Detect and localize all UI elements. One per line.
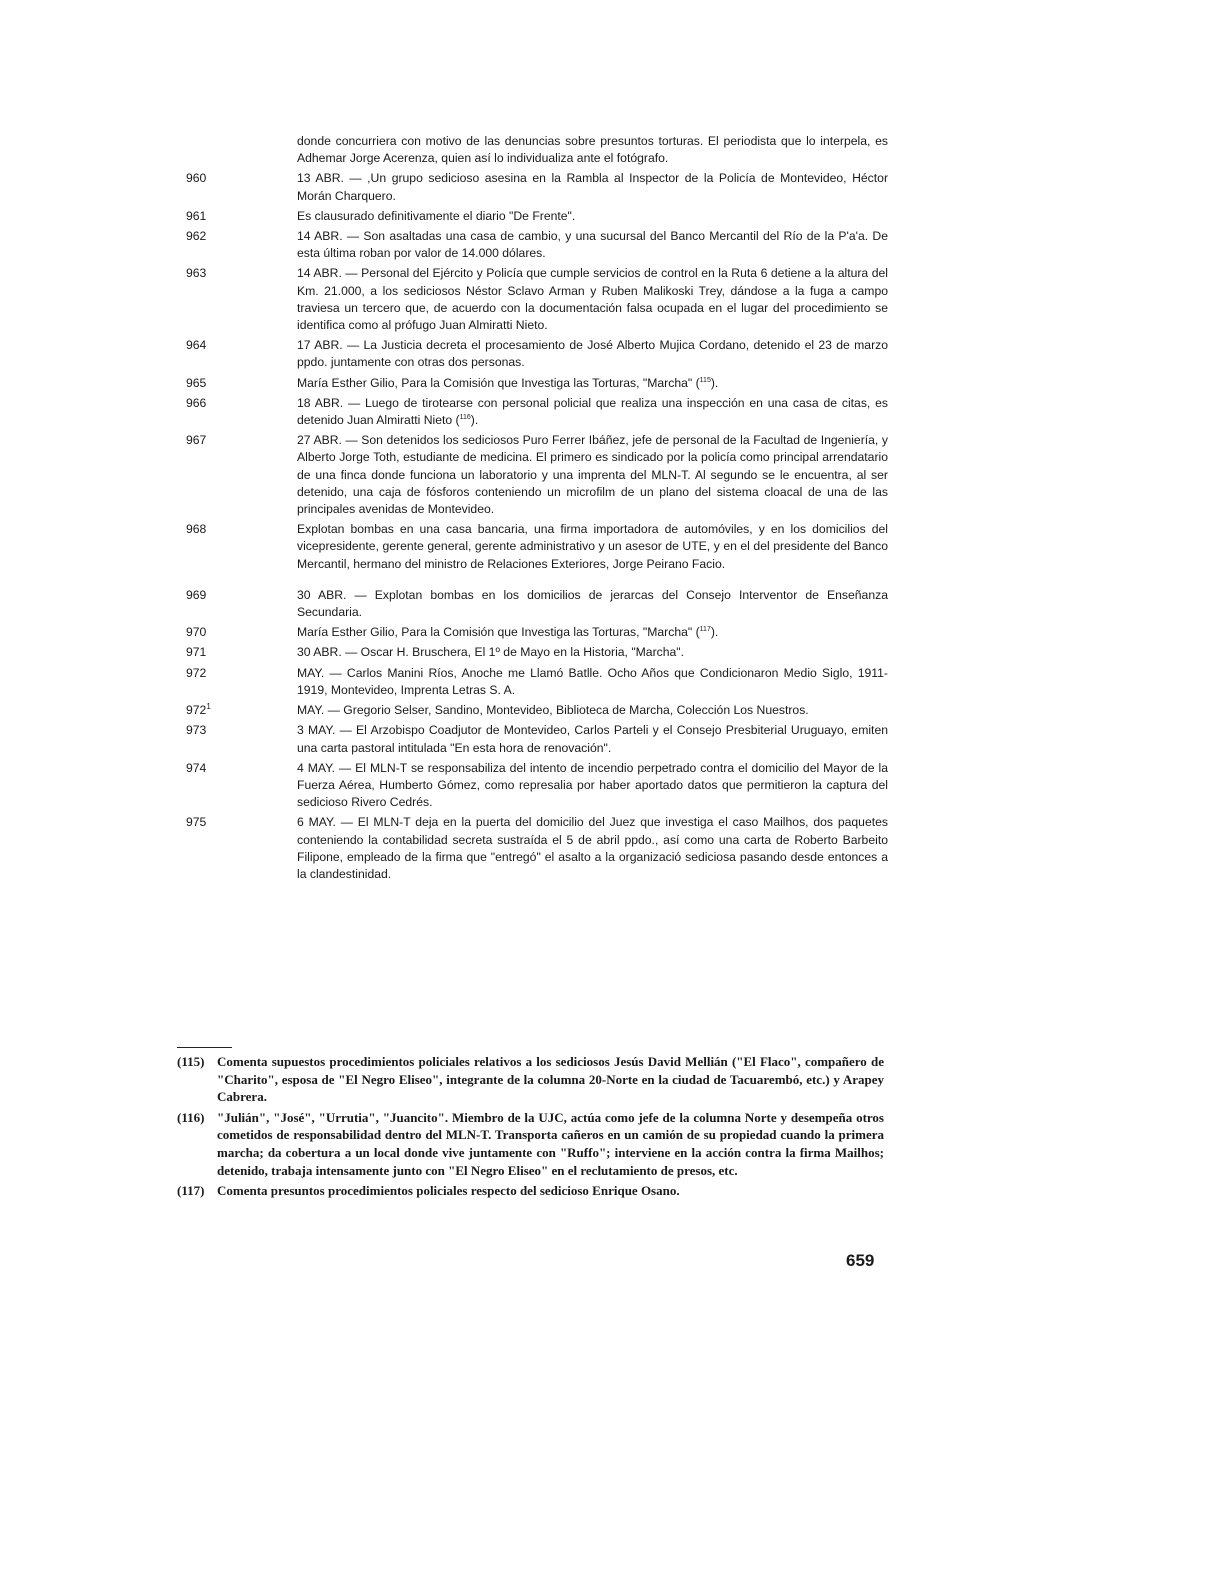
footnote-number: (115): [177, 1054, 205, 1069]
chronology-entry: [186, 133, 888, 167]
chronology-entries: [186, 133, 888, 886]
footnote-divider: [177, 1047, 232, 1048]
chronology-entry: [186, 722, 888, 756]
chronology-entry: [186, 814, 888, 883]
chronology-entry: [186, 644, 888, 661]
entry-number: 961: [186, 208, 207, 223]
footnote-reference: 115: [699, 376, 711, 384]
footnote-reference: 117: [699, 626, 711, 634]
entry-number: 975: [186, 815, 207, 830]
chronology-entry: [186, 228, 888, 262]
chronology-entry: [186, 170, 888, 204]
entry-text: 3 MAY. — El Arzobispo Coadjutor de Montevideo, Carlos Parteli y el Consejo Presbiterial Uruguayo, emiten una carta pastoral intitulada "En esta hora de renovación".: [297, 723, 888, 755]
chronology-entry: [186, 760, 888, 812]
footnote: [177, 1182, 884, 1200]
footnote: [177, 1053, 884, 1106]
entry-number: 970: [186, 625, 207, 640]
chronology-entry: [186, 375, 888, 392]
footnote-text: "Julián", "José", "Urrutia", "Juancito". Miembro de la UJC, actúa como jefe de la columna Norte y desempeña otros cometidos de responsabilidad dentro del MLN-T. Transporta cañeros en un camión de su propiedad cuando la primera marcha; da cobertura a un local donde vive juntamente con "Ruffo"; interviene en la acción contra la firma Mailhos; detenido, trabaja intensamente junto con "El Negro Eliseo" en el reclutamiento de presos, etc.: [217, 1109, 884, 1178]
entry-number: 969: [186, 587, 207, 602]
entry-number: 965: [186, 375, 207, 390]
chronology-entry: [186, 337, 888, 371]
footnote-text: Comenta presuntos procedimientos policiales respecto del sedicioso Enrique Osano.: [217, 1183, 680, 1199]
footnote-text: Comenta supuestos procedimientos policiales relativos a los sediciosos Jesús David Mellián ("El Flaco", compañero de "Charito", esposa de "El Negro Eliseo", integrante de la columna 20-Norte en la ciudad de Tacuarembó, etc.) y Arapey Cabrera.: [217, 1054, 884, 1105]
entry-number: 963: [186, 266, 207, 281]
chronology-entry: [186, 702, 888, 719]
entry-number: 962: [186, 229, 207, 244]
chronology-entry: [186, 587, 888, 621]
entry-text: MAY. — Gregorio Selser, Sandino, Montevideo, Biblioteca de Marcha, Colección Los Nuestros.: [297, 703, 809, 718]
entry-number: 971: [186, 645, 207, 660]
entry-text: Explotan bombas en una casa bancaria, una firma importadora de automóviles, y en los domicilios del vicepresidente, gerente general, gerente administrativo y un asesor de UTE, y en el del presidente del Banco Mercantil, hermano del ministro de Relaciones Exteriores, Jorge Peirano Facio.: [297, 522, 888, 571]
entry-text: 17 ABR. — La Justicia decreta el procesamiento de José Alberto Mujica Cordano, detenido el 23 de marzo ppdo. juntamente con otras dos personas.: [297, 338, 888, 370]
entry-text: María Esther Gilio, Para la Comisión que Investiga las Torturas, "Marcha" ($^{115}$).: [297, 375, 719, 390]
entry-text: 14 ABR. — Personal del Ejército y Policía que cumple servicios de control en la Ruta 6 detiene a la altura del Km. 21.000, a los sediciosos Néstor Sclavo Arman y Ruben Malikoski Trey, dándose a la fuga a campo traviesa un tercero que, de acuerdo con la documentación falsa ocupada en el lugar del procedimiento se identifica como al prófugo Juan Almiratti Nieto.: [297, 266, 888, 333]
entry-text: 27 ABR. — Son detenidos los sediciosos Puro Ferrer Ibáñez, jefe de personal de la Facultad de Ingeniería, y Alberto Jorge Toth, estudiante de medicina. El primero es sindicado por la policía como principal arrendatario de una finca donde funciona un laboratorio y una imprenta del MLN-T. Al segundo se le encuentra, al ser detenido, una caja de fósforos conteniendo un microfilm de un plano del sistema cloacal de una de las principales avenidas de Montevideo.: [297, 433, 888, 517]
entry-number: 972: [186, 665, 207, 680]
entry-text: 13 ABR. — ,Un grupo sedicioso asesina en la Rambla al Inspector de la Policía de Montevideo, Héctor Morán Charquero.: [297, 171, 888, 203]
chronology-entry: [186, 208, 888, 225]
entry-number: 964: [186, 338, 207, 353]
chronology-entry: [186, 665, 888, 699]
footnote-reference: 116: [459, 413, 471, 421]
entry-text: donde concurriera con motivo de las denuncias sobre presuntos torturas. El periodista que lo interpela, es Adhemar Jorge Acerenza, quien así lo individualiza ante el fotógrafo.: [297, 134, 888, 166]
entry-text: 14 ABR. — Son asaltadas una casa de cambio, y una sucursal del Banco Mercantil del Río de la P'a'a. De esta última roban por valor de 14.000 dólares.: [297, 229, 888, 261]
footnote: [177, 1109, 884, 1179]
entry-text: MAY. — Carlos Manini Ríos, Anoche me Llamó Batlle. Ocho Años que Condicionaron Medio Siglo, 1911-1919, Montevideo, Imprenta Letras S. A.: [297, 665, 888, 697]
entry-text: 4 MAY. — El MLN-T se responsabiliza del intento de incendio perpetrado contra el domicilio del Mayor de la Fuerza Aérea, Humberto Gómez, como represalia por haber aportado datos que permitieron la captura del sedicioso Rivero Cedrés.: [297, 760, 888, 810]
footnotes: [177, 1053, 884, 1203]
entry-number: 966: [186, 395, 207, 410]
footnote-number: (116): [177, 1109, 205, 1125]
entry-text: 18 ABR. — Luego de tirotearse con personal policial que realiza una inspección en una casa de citas, es detenido Juan Almiratti Nieto ($^{116}$).: [297, 395, 888, 428]
chronology-entry: [186, 521, 888, 573]
chronology-entry: [186, 624, 888, 641]
entry-number-superscript: 1: [206, 702, 211, 712]
entry-number: 968: [186, 522, 207, 537]
entry-text: 6 MAY. — El MLN-T deja en la puerta del domicilio del Juez que investiga el caso Mailhos, dos paquetes conteniendo la contabilidad secreta sustraída el 5 de abril ppdo., así como una carta de Roberto Barbeito Filipone, empleado de la firma que "entregó" el asalto a la organizació sediciosa pasando desde entonces a la clandestinidad.: [297, 815, 888, 881]
chronology-entry: [186, 395, 888, 429]
page-number: 659: [846, 1251, 875, 1270]
entry-text: Es clausurado definitivamente el diario "De Frente".: [297, 208, 576, 223]
entry-number: 967: [186, 433, 207, 448]
entry-number: $972^1$: [186, 702, 211, 718]
footnote-number: (117): [177, 1183, 205, 1199]
entry-number: 960: [186, 171, 207, 186]
entry-number: 973: [186, 723, 207, 738]
entry-text: María Esther Gilio, Para la Comisión que Investiga las Torturas, "Marcha" ($^{117}$).: [297, 625, 719, 640]
chronology-entry: [186, 265, 888, 334]
chronology-entry: [186, 432, 888, 518]
entry-number: 974: [186, 760, 207, 775]
entry-text: 30 ABR. — Oscar H. Bruschera, El 1º de Mayo en la Historia, "Marcha".: [297, 645, 685, 660]
entry-text: 30 ABR. — Explotan bombas en los domicilios de jerarcas del Consejo Interventor de Enseñanza Secundaria.: [297, 587, 888, 620]
